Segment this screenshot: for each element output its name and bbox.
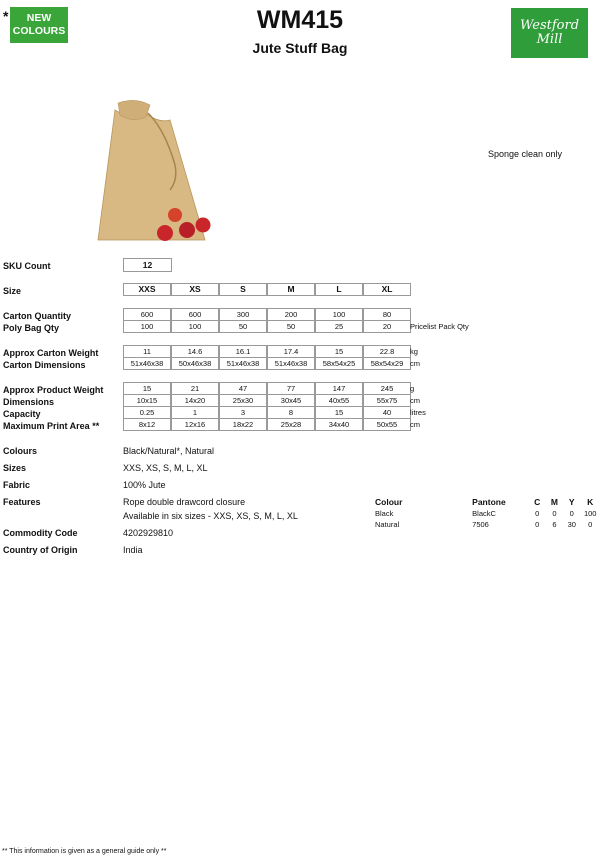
value-cell: 50x46x38 bbox=[171, 357, 219, 370]
colours-value: Black/Natural*, Natural bbox=[123, 446, 215, 456]
badge-line-1: NEW bbox=[26, 12, 52, 24]
colour-cell: Natural bbox=[375, 520, 400, 529]
poly-bag-row bbox=[123, 320, 411, 332]
header-cell: M bbox=[550, 496, 558, 507]
value-cell: 12x16 bbox=[171, 418, 219, 431]
carton-quantity-label: Carton Quantity bbox=[3, 311, 72, 321]
carton-dimensions-label: Carton Dimensions bbox=[3, 360, 86, 370]
size-cell: S bbox=[219, 283, 267, 296]
value-cell: 47 bbox=[219, 382, 267, 395]
capacity-row bbox=[123, 406, 411, 418]
badge-line-2: COLOURS bbox=[12, 25, 66, 37]
fabric-value: 100% Jute bbox=[123, 480, 166, 490]
value-cell: 147 bbox=[315, 382, 363, 395]
apple-3 bbox=[179, 222, 195, 238]
value-cell: 15 bbox=[315, 406, 363, 419]
bag-top bbox=[118, 100, 150, 119]
size-cell: XL bbox=[363, 283, 411, 296]
value-cell: 18x22 bbox=[219, 418, 267, 431]
poly-bag-unit: Pricelist Pack Qty bbox=[410, 322, 469, 331]
table-row bbox=[375, 519, 600, 530]
value-cell: 50x55 bbox=[363, 418, 411, 431]
value-cell: 100 bbox=[123, 320, 171, 333]
k-cell: 0 bbox=[588, 520, 593, 529]
feature-2: Available in six sizes - XXS, XS, S, M, L, XL bbox=[123, 511, 298, 521]
size-cell: XXS bbox=[123, 283, 171, 296]
value-cell: 40 bbox=[363, 406, 411, 419]
poly-bag-label: Poly Bag Qty bbox=[3, 323, 60, 333]
features-label: Features bbox=[3, 497, 41, 507]
apple-4 bbox=[196, 218, 211, 233]
value-cell: 58x54x29 bbox=[363, 357, 411, 370]
size-cell: L bbox=[315, 283, 363, 296]
value-cell: 51x46x38 bbox=[219, 357, 267, 370]
colour-cell: Black bbox=[375, 509, 394, 518]
value-cell: 51x46x38 bbox=[267, 357, 315, 370]
colours-label: Colours bbox=[3, 446, 38, 456]
value-cell: 1 bbox=[171, 406, 219, 419]
sku-count-label: SKU Count bbox=[3, 261, 51, 271]
value-cell: 50 bbox=[267, 320, 315, 333]
dimensions-row bbox=[123, 394, 411, 406]
value-cell: 80 bbox=[363, 308, 411, 321]
care-instructions: Sponge clean only bbox=[488, 149, 563, 159]
value-cell: 51x46x38 bbox=[123, 357, 171, 370]
table-row bbox=[375, 508, 600, 519]
commodity-code-value: 4202929810 bbox=[123, 528, 174, 538]
value-cell: 8 bbox=[267, 406, 315, 419]
value-cell: 14x20 bbox=[171, 394, 219, 407]
brand-logo bbox=[511, 8, 588, 58]
apple-2 bbox=[168, 208, 182, 222]
c-cell: 0 bbox=[535, 520, 540, 529]
k-cell: 100 bbox=[583, 509, 597, 518]
value-cell: 600 bbox=[123, 308, 171, 321]
value-cell: 8x12 bbox=[123, 418, 171, 431]
value-cell: 10x15 bbox=[123, 394, 171, 407]
value-cell: 21 bbox=[171, 382, 219, 395]
dimensions-label: Dimensions bbox=[3, 397, 55, 407]
y-cell: 0 bbox=[569, 509, 574, 518]
header-cell: Pantone bbox=[472, 496, 506, 507]
value-cell: 25x28 bbox=[267, 418, 315, 431]
header-cell: Colour bbox=[375, 496, 403, 507]
product-code: WM415 bbox=[256, 6, 344, 34]
colour-table bbox=[375, 495, 600, 530]
print-area-unit: cm bbox=[410, 420, 420, 429]
value-cell: 300 bbox=[219, 308, 267, 321]
value-cell: 55x75 bbox=[363, 394, 411, 407]
fabric-label: Fabric bbox=[3, 480, 31, 490]
value-cell: 15 bbox=[315, 345, 363, 358]
value-cell: 15 bbox=[123, 382, 171, 395]
product-weight-row bbox=[123, 382, 411, 394]
value-cell: 3 bbox=[219, 406, 267, 419]
carton-weight-label: Approx Carton Weight bbox=[3, 348, 99, 358]
capacity-label: Capacity bbox=[3, 409, 41, 419]
logo-line-1: Westford bbox=[519, 18, 580, 33]
product-image bbox=[90, 95, 220, 245]
value-cell: 22.8 bbox=[363, 345, 411, 358]
feature-1: Rope double drawcord closure bbox=[123, 497, 246, 507]
value-cell: 34x40 bbox=[315, 418, 363, 431]
product-name: Jute Stuff Bag bbox=[252, 40, 348, 56]
carton-dimensions-row bbox=[123, 357, 411, 369]
bag-body bbox=[98, 109, 205, 240]
value-cell: 50 bbox=[219, 320, 267, 333]
size-cell: XS bbox=[171, 283, 219, 296]
c-cell: 0 bbox=[535, 509, 540, 518]
header-cell: K bbox=[587, 496, 594, 507]
header-cell: C bbox=[534, 496, 541, 507]
value-cell: 200 bbox=[267, 308, 315, 321]
logo-line-2: Mill bbox=[536, 32, 563, 47]
size-label: Size bbox=[3, 286, 22, 296]
value-cell: 25x30 bbox=[219, 394, 267, 407]
apple-1 bbox=[157, 225, 173, 241]
colour-table-header bbox=[375, 495, 600, 508]
country-of-origin-label: Country of Origin bbox=[3, 545, 78, 555]
m-cell: 6 bbox=[552, 520, 557, 529]
value-cell: 25 bbox=[315, 320, 363, 333]
commodity-code-label: Commodity Code bbox=[3, 528, 78, 538]
value-cell: 14.6 bbox=[171, 345, 219, 358]
carton-dimensions-unit: cm bbox=[410, 359, 420, 368]
carton-quantity-row bbox=[123, 308, 411, 320]
value-cell: 20 bbox=[363, 320, 411, 333]
value-cell: 600 bbox=[171, 308, 219, 321]
header-cell: Y bbox=[568, 496, 575, 507]
pantone-cell: 7506 bbox=[472, 520, 489, 529]
product-weight-label: Approx Product Weight bbox=[3, 385, 104, 395]
print-area-label: Maximum Print Area ** bbox=[3, 421, 100, 431]
value-cell: 30x45 bbox=[267, 394, 315, 407]
asterisk: * bbox=[3, 8, 9, 24]
country-of-origin-value: India bbox=[123, 545, 143, 555]
m-cell: 0 bbox=[552, 509, 557, 518]
size-row bbox=[123, 283, 411, 295]
product-weight-unit: g bbox=[410, 384, 415, 393]
value-cell: 40x55 bbox=[315, 394, 363, 407]
capacity-unit: litres bbox=[410, 408, 426, 417]
pantone-cell: BlackC bbox=[472, 509, 496, 518]
sizes-value: XXS, XS, S, M, L, XL bbox=[123, 463, 208, 473]
value-cell: 17.4 bbox=[267, 345, 315, 358]
sizes-label: Sizes bbox=[3, 463, 27, 473]
sku-count-value: 12 bbox=[123, 258, 172, 272]
value-cell: 77 bbox=[267, 382, 315, 395]
value-cell: 100 bbox=[315, 308, 363, 321]
footer-note: ** This information is given as a general guide only ** bbox=[2, 848, 167, 855]
carton-weight-row bbox=[123, 345, 411, 357]
value-cell: 58x54x25 bbox=[315, 357, 363, 370]
value-cell: 11 bbox=[123, 345, 171, 358]
value-cell: 16.1 bbox=[219, 345, 267, 358]
value-cell: 245 bbox=[363, 382, 411, 395]
size-cell: M bbox=[267, 283, 315, 296]
carton-weight-unit: kg bbox=[410, 347, 418, 356]
value-cell: 0.25 bbox=[123, 406, 171, 419]
print-area-row bbox=[123, 418, 411, 430]
value-cell: 100 bbox=[171, 320, 219, 333]
dimensions-unit: cm bbox=[410, 396, 420, 405]
y-cell: 30 bbox=[567, 520, 576, 529]
